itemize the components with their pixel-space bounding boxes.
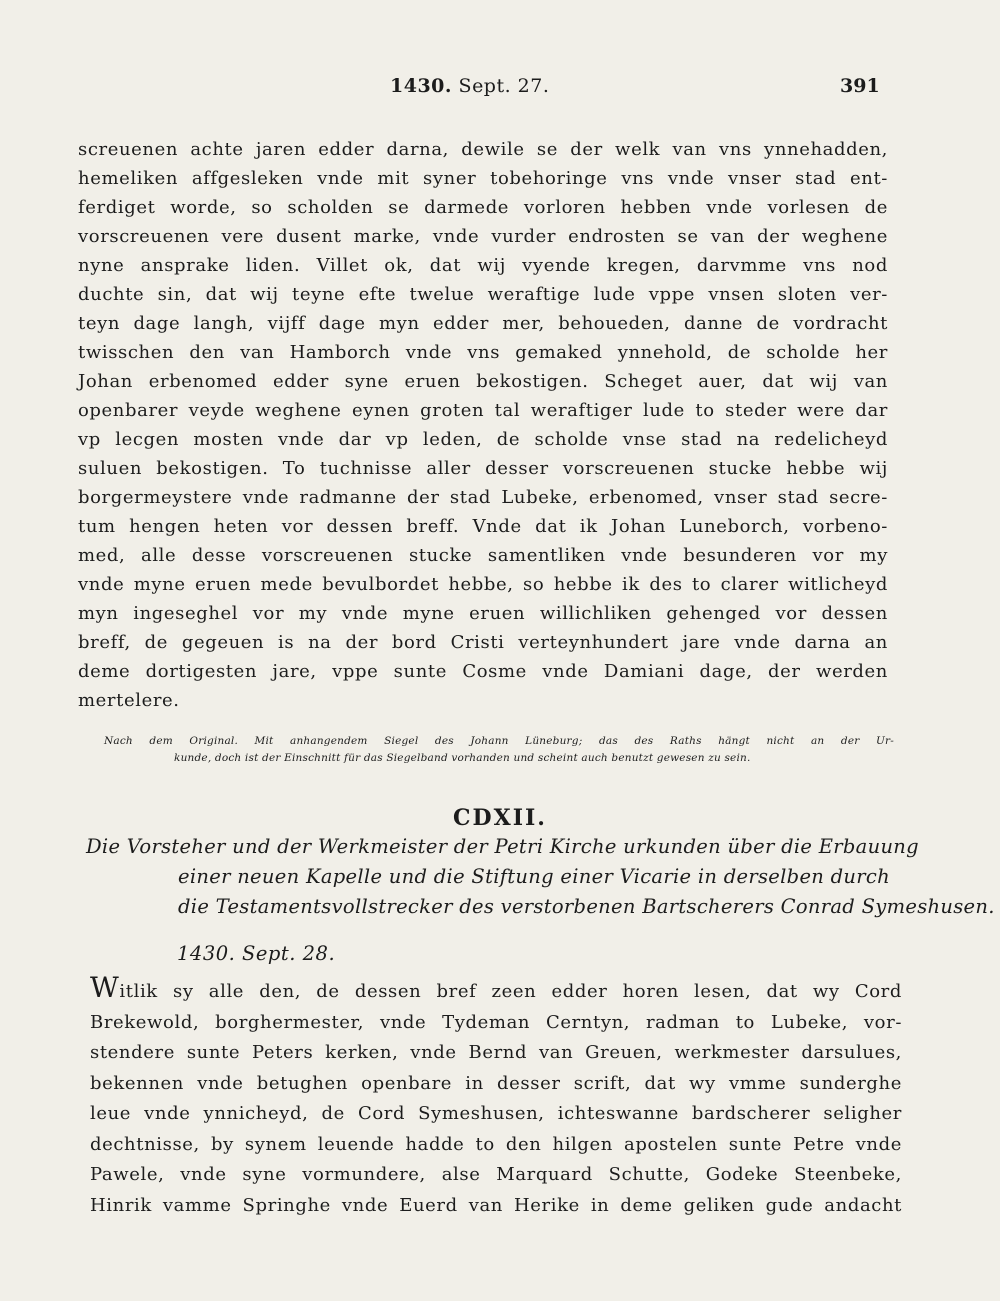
text-line: stendere sunte Peters kerken, vnde Bernd van Greuen, werkmester darsulues, bbox=[90, 1042, 902, 1063]
charter-continuation-text bbox=[78, 135, 888, 715]
running-head bbox=[0, 75, 1000, 105]
running-head-day: Sept. 27. bbox=[458, 75, 550, 97]
text-line: vnde myne eruen mede bevulbordet hebbe, so hebbe ik des to clarer witlicheyd bbox=[78, 574, 888, 595]
text-line: tum hengen heten vor dessen breff. Vnde dat ik Johan Luneborch, vorbeno- bbox=[78, 516, 888, 537]
text-line: teyn dage langh, vijff dage myn edder mer, behoueden, danne de vordracht bbox=[78, 313, 888, 334]
footnote-line: Nach dem Original. Mit anhangendem Siegel des Johann Lüneburg; das des Raths hängt nicht an der Ur- bbox=[104, 735, 894, 747]
text-line: nyne ansprake liden. Villet ok, dat wij vyende kregen, darvmme vns nod bbox=[78, 255, 888, 276]
text-line: screuenen achte jaren edder darna, dewile se der welk van vns ynnehadden, bbox=[78, 139, 888, 160]
source-footnote bbox=[104, 733, 894, 767]
text-line: hemeliken affgesleken vnde mit syner tobehoringe vns vnde vnser stad ent- bbox=[78, 168, 888, 189]
document-title bbox=[86, 832, 995, 922]
text-line: Brekewold, borghermester, vnde Tydeman Cerntyn, radman to Lubeke, vor- bbox=[90, 1011, 902, 1033]
document-date: 1430. Sept. 28. bbox=[177, 942, 336, 965]
text-line: bekennen vnde betughen openbare in desser scrift, dat wy vmme sunderghe bbox=[90, 1072, 902, 1094]
running-head-date bbox=[390, 75, 549, 97]
text-line: duchte sin, dat wij teyne efte twelue weraftige lude vppe vnsen sloten ver- bbox=[78, 284, 888, 305]
text-line: openbarer veyde weghene eynen groten tal weraftiger lude to steder were dar bbox=[78, 400, 888, 421]
text-line: Pawele, vnde syne vormundere, alse Marquard Schutte, Godeke Steenbeke, bbox=[90, 1164, 902, 1185]
text-line: breff, de gegeuen is na der bord Cristi verteynhundert jare vnde darna an bbox=[78, 632, 888, 653]
footnote-line: kunde, doch ist der Einschnitt für das Siegelband vorhanden und scheint auch benutzt gewesen zu sein. bbox=[174, 752, 751, 764]
first-line-text: itlik sy alle den, de dessen bref zeen edder horen lesen, dat wy Cord bbox=[119, 981, 902, 1002]
initial-letter: W bbox=[90, 971, 120, 1004]
text-line: myn ingeseghel vor my vnde myne eruen willichliken gehenged vor dessen bbox=[78, 603, 888, 624]
title-line: einer neuen Kapelle und die Stiftung einer Vicarie in derselben durch bbox=[178, 865, 890, 888]
text-line: Johan erbenomed edder syne eruen bekostigen. Scheget auer, dat wij van bbox=[78, 371, 888, 392]
text-line: vp lecgen mosten vnde dar vp leden, de scholde vnse stad na redelicheyd bbox=[78, 429, 888, 450]
document-number: CDXII. bbox=[453, 805, 547, 831]
text-line: twisschen den van Hamborch vnde vns gemaked ynnehold, de scholde her bbox=[78, 342, 888, 363]
text-line: ferdiget worde, so scholden se darmede vorloren hebben vnde vorlesen de bbox=[78, 197, 888, 218]
charter-text bbox=[90, 971, 902, 1221]
text-line: Hinrik vamme Springhe vnde Euerd van Herike in deme geliken gude andacht bbox=[90, 1194, 902, 1216]
text-line: vorscreuenen vere dusent marke, vnde vurder endrosten se van der weghene bbox=[78, 226, 888, 247]
text-line: leue vnde ynnicheyd, de Cord Symeshusen, ichteswanne bardscherer seligher bbox=[90, 1103, 902, 1124]
text-line: dechtnisse, by synem leuende hadde to den hilgen apostelen sunte Petre vnde bbox=[90, 1133, 902, 1155]
text-line: med, alle desse vorscreuenen stucke samentliken vnde besunderen vor my bbox=[78, 545, 888, 566]
text-line: deme dortigesten jare, vppe sunte Cosme vnde Damiani dage, der werden bbox=[78, 661, 888, 682]
text-line: borgermeystere vnde radmanne der stad Lubeke, erbenomed, vnser stad secre- bbox=[78, 487, 888, 508]
running-head-year: 1430. bbox=[390, 75, 452, 97]
text-line: mertelere. bbox=[78, 690, 180, 711]
text-line: suluen bekostigen. To tuchnisse aller desser vorscreuenen stucke hebbe wij bbox=[78, 458, 888, 479]
text-line bbox=[90, 971, 902, 1008]
title-line: die Testamentsvollstrecker des verstorbenen Bartscherers Conrad Symeshusen. bbox=[178, 895, 995, 918]
page-number: 391 bbox=[840, 75, 880, 97]
title-line: Die Vorsteher und der Werkmeister der Petri Kirche urkunden über die Erbauung bbox=[86, 835, 919, 858]
